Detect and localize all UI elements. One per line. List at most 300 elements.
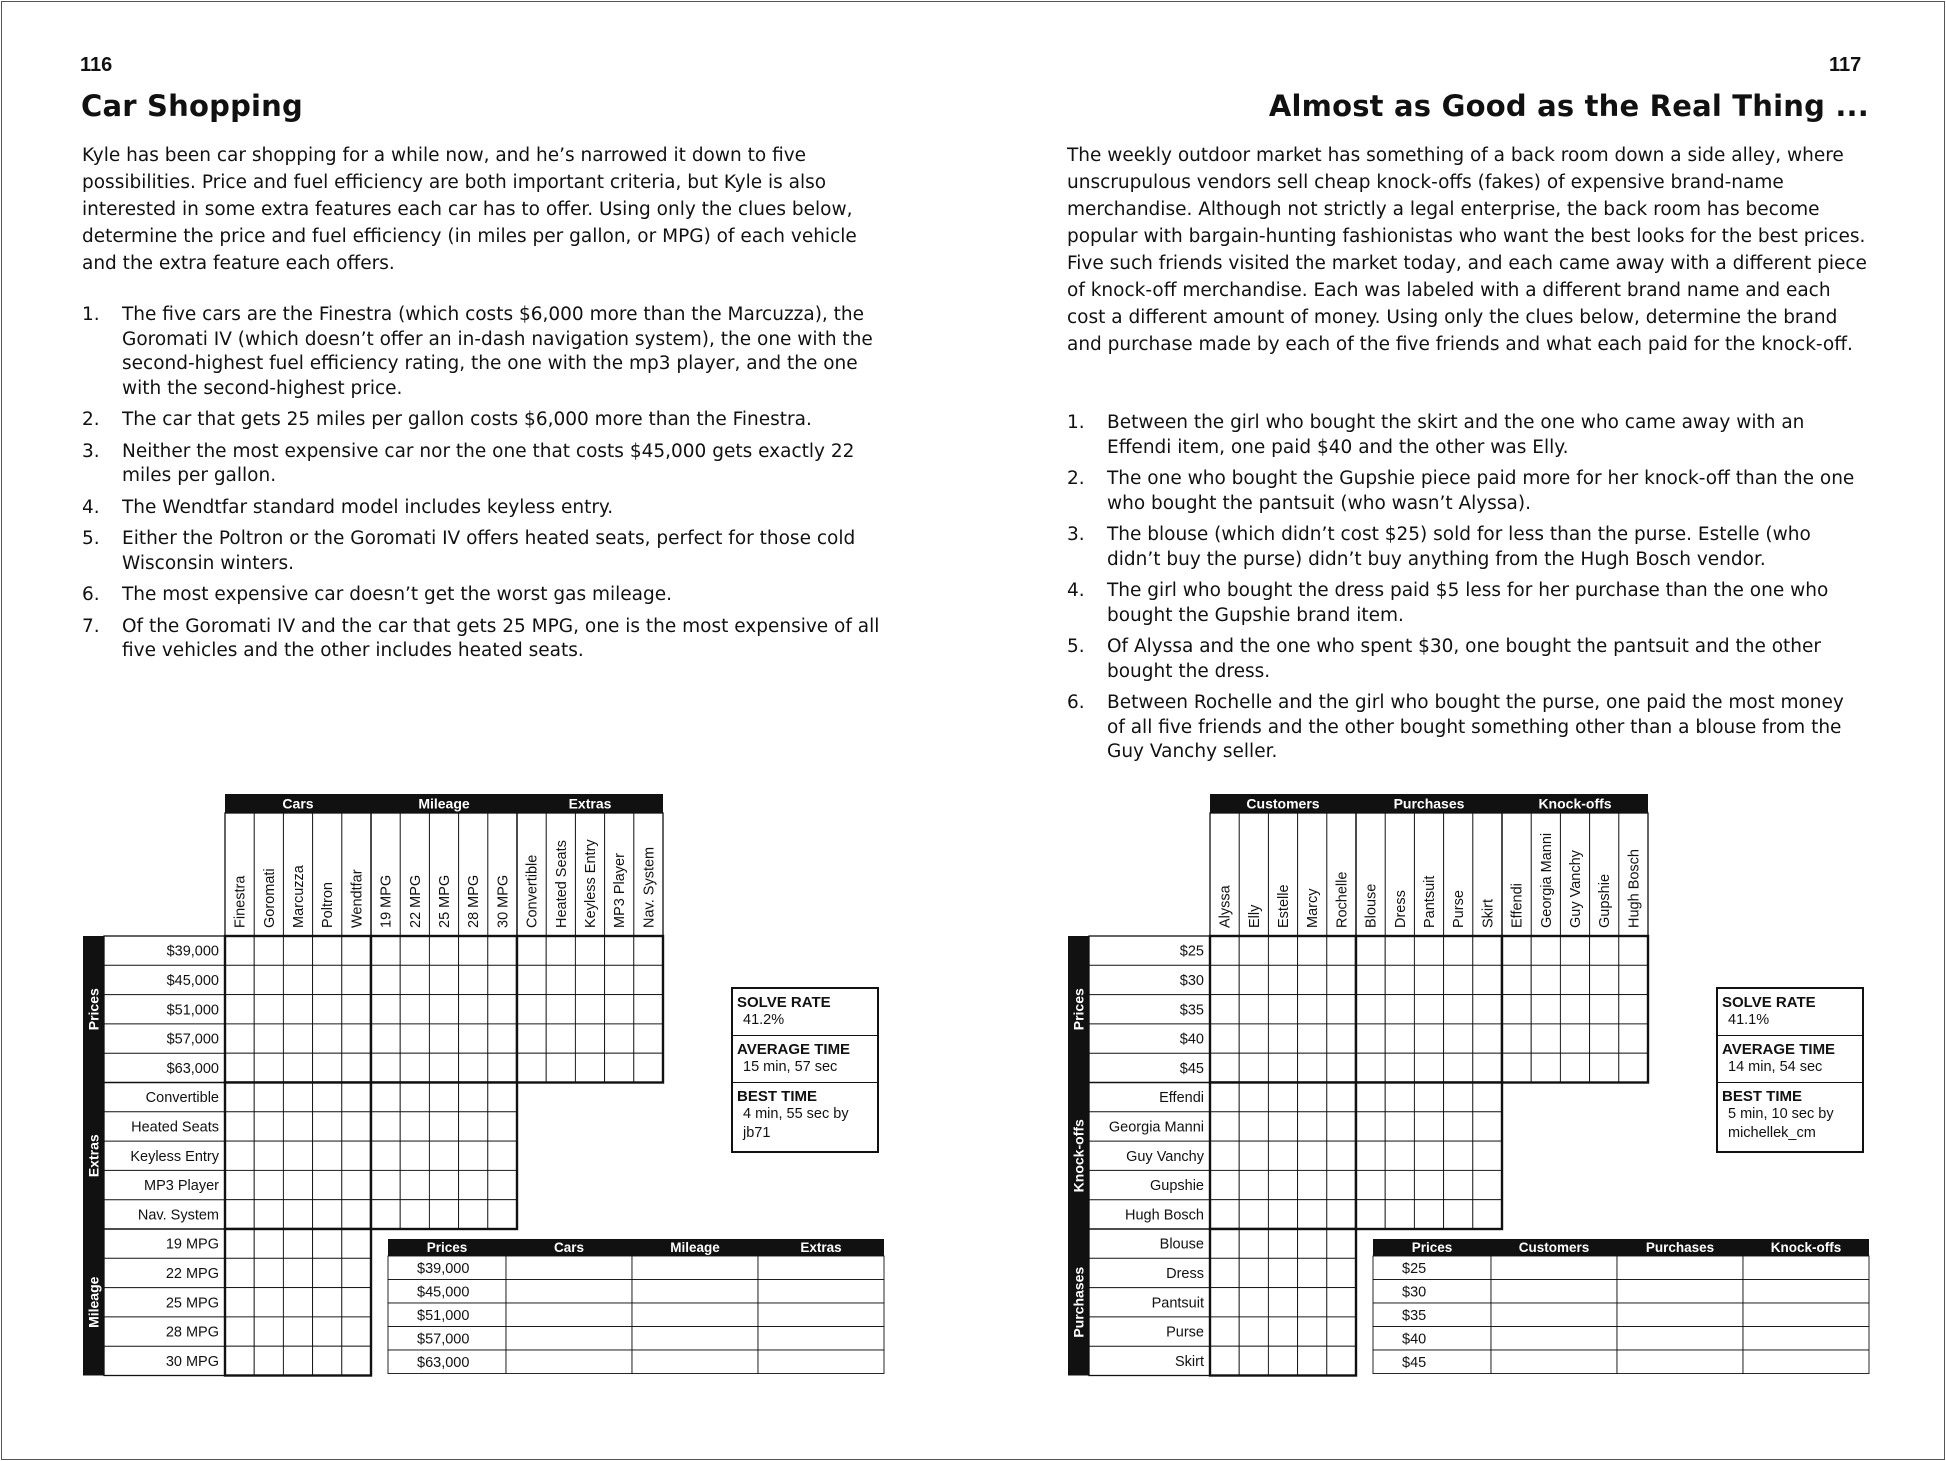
grid-cell[interactable]: [605, 1024, 634, 1053]
grid-cell[interactable]: [313, 1317, 342, 1346]
grid-cell[interactable]: [1239, 1229, 1268, 1258]
grid-cell[interactable]: [313, 965, 342, 994]
grid-cell[interactable]: [1239, 1317, 1268, 1346]
grid-cell[interactable]: [459, 965, 488, 994]
grid-cell[interactable]: [1268, 1170, 1297, 1199]
grid-cell[interactable]: [371, 936, 400, 965]
grid-cell[interactable]: [575, 1024, 604, 1053]
grid-cell[interactable]: [506, 1350, 632, 1374]
grid-cell[interactable]: [488, 1141, 517, 1170]
grid-cell[interactable]: [1414, 965, 1443, 994]
grid-cell[interactable]: [459, 936, 488, 965]
grid-cell[interactable]: [1356, 995, 1385, 1024]
grid-cell[interactable]: [634, 995, 663, 1024]
grid-cell[interactable]: [546, 936, 575, 965]
grid-cell[interactable]: [1356, 1053, 1385, 1082]
grid-cell[interactable]: [342, 1024, 371, 1053]
grid-cell[interactable]: [575, 995, 604, 1024]
grid-cell[interactable]: [1502, 965, 1531, 994]
grid-cell[interactable]: [488, 1053, 517, 1082]
grid-cell[interactable]: [429, 1170, 458, 1199]
grid-cell[interactable]: [1268, 1024, 1297, 1053]
grid-cell[interactable]: [225, 1170, 254, 1199]
grid-cell[interactable]: [1385, 1141, 1414, 1170]
grid-cell[interactable]: [1268, 1200, 1297, 1229]
grid-cell[interactable]: [254, 1288, 283, 1317]
grid-cell[interactable]: [459, 1112, 488, 1141]
grid-cell[interactable]: [1531, 1053, 1560, 1082]
grid-cell[interactable]: [546, 965, 575, 994]
grid-cell[interactable]: [1327, 936, 1356, 965]
grid-cell[interactable]: [1414, 1170, 1443, 1199]
grid-cell[interactable]: [1210, 1141, 1239, 1170]
grid-cell[interactable]: [488, 1170, 517, 1199]
grid-cell[interactable]: [605, 995, 634, 1024]
grid-cell[interactable]: [1444, 936, 1473, 965]
grid-cell[interactable]: [1210, 936, 1239, 965]
grid-cell[interactable]: [400, 1170, 429, 1199]
grid-cell[interactable]: [1385, 936, 1414, 965]
grid-cell[interactable]: [1491, 1280, 1617, 1304]
grid-cell[interactable]: [1239, 1346, 1268, 1375]
grid-cell[interactable]: [1560, 995, 1589, 1024]
grid-cell[interactable]: [1268, 1229, 1297, 1258]
grid-cell[interactable]: [225, 965, 254, 994]
grid-cell[interactable]: [371, 965, 400, 994]
grid-cell[interactable]: [225, 1083, 254, 1112]
grid-cell[interactable]: [1327, 1229, 1356, 1258]
grid-cell[interactable]: [1617, 1327, 1743, 1351]
grid-cell[interactable]: [1743, 1280, 1869, 1304]
grid-cell[interactable]: [1491, 1256, 1617, 1280]
grid-cell[interactable]: [1268, 1317, 1297, 1346]
grid-cell[interactable]: [1327, 965, 1356, 994]
grid-cell[interactable]: [634, 1053, 663, 1082]
grid-cell[interactable]: [605, 1053, 634, 1082]
grid-cell[interactable]: [1444, 1200, 1473, 1229]
grid-cell[interactable]: [517, 1053, 546, 1082]
grid-cell[interactable]: [1560, 965, 1589, 994]
grid-cell[interactable]: [1502, 995, 1531, 1024]
grid-cell[interactable]: [1385, 995, 1414, 1024]
grid-cell[interactable]: [1298, 1200, 1327, 1229]
grid-cell[interactable]: [1473, 1200, 1502, 1229]
grid-cell[interactable]: [342, 1258, 371, 1287]
grid-cell[interactable]: [429, 1053, 458, 1082]
grid-cell[interactable]: [342, 1288, 371, 1317]
grid-cell[interactable]: [283, 1141, 312, 1170]
grid-cell[interactable]: [1210, 1024, 1239, 1053]
grid-cell[interactable]: [283, 1200, 312, 1229]
grid-cell[interactable]: [1298, 1346, 1327, 1375]
grid-cell[interactable]: [1743, 1327, 1869, 1351]
grid-cell[interactable]: [1491, 1303, 1617, 1327]
grid-cell[interactable]: [1619, 936, 1648, 965]
grid-cell[interactable]: [313, 1288, 342, 1317]
grid-cell[interactable]: [371, 1083, 400, 1112]
grid-cell[interactable]: [1473, 1053, 1502, 1082]
grid-cell[interactable]: [1210, 1053, 1239, 1082]
grid-cell[interactable]: [1502, 1053, 1531, 1082]
grid-cell[interactable]: [459, 1053, 488, 1082]
grid-cell[interactable]: [1268, 1288, 1297, 1317]
grid-cell[interactable]: [429, 1024, 458, 1053]
grid-cell[interactable]: [1502, 1024, 1531, 1053]
grid-cell[interactable]: [254, 1170, 283, 1199]
grid-cell[interactable]: [1298, 1170, 1327, 1199]
grid-cell[interactable]: [1444, 995, 1473, 1024]
grid-cell[interactable]: [225, 1112, 254, 1141]
grid-cell[interactable]: [1385, 1024, 1414, 1053]
grid-cell[interactable]: [342, 1170, 371, 1199]
grid-cell[interactable]: [1617, 1350, 1743, 1374]
grid-cell[interactable]: [400, 965, 429, 994]
grid-cell[interactable]: [1268, 1083, 1297, 1112]
grid-cell[interactable]: [1327, 1024, 1356, 1053]
grid-cell[interactable]: [1239, 1083, 1268, 1112]
grid-cell[interactable]: [1531, 936, 1560, 965]
grid-cell[interactable]: [400, 1024, 429, 1053]
grid-cell[interactable]: [1590, 1024, 1619, 1053]
grid-cell[interactable]: [283, 936, 312, 965]
grid-cell[interactable]: [517, 965, 546, 994]
grid-cell[interactable]: [313, 936, 342, 965]
grid-cell[interactable]: [225, 995, 254, 1024]
grid-cell[interactable]: [313, 1229, 342, 1258]
grid-cell[interactable]: [1444, 1024, 1473, 1053]
grid-cell[interactable]: [283, 1258, 312, 1287]
grid-cell[interactable]: [225, 1229, 254, 1258]
grid-cell[interactable]: [1268, 995, 1297, 1024]
grid-cell[interactable]: [1210, 965, 1239, 994]
grid-cell[interactable]: [459, 1141, 488, 1170]
grid-cell[interactable]: [1327, 1317, 1356, 1346]
grid-cell[interactable]: [1491, 1350, 1617, 1374]
grid-cell[interactable]: [1239, 1170, 1268, 1199]
grid-cell[interactable]: [1268, 1258, 1297, 1287]
grid-cell[interactable]: [225, 1024, 254, 1053]
grid-cell[interactable]: [1268, 1346, 1297, 1375]
grid-cell[interactable]: [517, 936, 546, 965]
grid-cell[interactable]: [1560, 1024, 1589, 1053]
grid-cell[interactable]: [313, 1170, 342, 1199]
grid-cell[interactable]: [371, 995, 400, 1024]
grid-cell[interactable]: [1356, 1170, 1385, 1199]
grid-cell[interactable]: [758, 1327, 884, 1351]
grid-cell[interactable]: [1491, 1327, 1617, 1351]
grid-cell[interactable]: [254, 1317, 283, 1346]
grid-cell[interactable]: [1239, 965, 1268, 994]
grid-cell[interactable]: [342, 1317, 371, 1346]
grid-cell[interactable]: [225, 1053, 254, 1082]
grid-cell[interactable]: [1473, 1083, 1502, 1112]
grid-cell[interactable]: [1327, 995, 1356, 1024]
grid-cell[interactable]: [254, 1346, 283, 1375]
grid-cell[interactable]: [1210, 1346, 1239, 1375]
grid-cell[interactable]: [400, 995, 429, 1024]
grid-cell[interactable]: [225, 1317, 254, 1346]
grid-cell[interactable]: [1298, 1112, 1327, 1141]
grid-cell[interactable]: [1617, 1280, 1743, 1304]
grid-cell[interactable]: [488, 995, 517, 1024]
grid-cell[interactable]: [1239, 1200, 1268, 1229]
grid-cell[interactable]: [400, 1083, 429, 1112]
grid-cell[interactable]: [1619, 965, 1648, 994]
grid-cell[interactable]: [1356, 1200, 1385, 1229]
grid-cell[interactable]: [254, 1053, 283, 1082]
grid-cell[interactable]: [254, 995, 283, 1024]
grid-cell[interactable]: [1210, 995, 1239, 1024]
grid-cell[interactable]: [342, 995, 371, 1024]
grid-cell[interactable]: [1473, 1141, 1502, 1170]
grid-cell[interactable]: [400, 1112, 429, 1141]
grid-cell[interactable]: [488, 965, 517, 994]
grid-cell[interactable]: [225, 1288, 254, 1317]
grid-cell[interactable]: [254, 936, 283, 965]
grid-cell[interactable]: [1298, 995, 1327, 1024]
grid-cell[interactable]: [1327, 1141, 1356, 1170]
grid-cell[interactable]: [283, 1112, 312, 1141]
grid-cell[interactable]: [371, 1170, 400, 1199]
grid-cell[interactable]: [1327, 1346, 1356, 1375]
grid-cell[interactable]: [313, 1053, 342, 1082]
grid-cell[interactable]: [634, 1024, 663, 1053]
grid-cell[interactable]: [1590, 965, 1619, 994]
grid-cell[interactable]: [517, 1024, 546, 1053]
grid-cell[interactable]: [1385, 1053, 1414, 1082]
grid-cell[interactable]: [1444, 965, 1473, 994]
grid-cell[interactable]: [1210, 1170, 1239, 1199]
grid-cell[interactable]: [283, 1170, 312, 1199]
grid-cell[interactable]: [1617, 1256, 1743, 1280]
grid-cell[interactable]: [1531, 965, 1560, 994]
grid-cell[interactable]: [758, 1303, 884, 1327]
grid-cell[interactable]: [1239, 936, 1268, 965]
grid-cell[interactable]: [1619, 995, 1648, 1024]
grid-cell[interactable]: [283, 1083, 312, 1112]
grid-cell[interactable]: [1502, 936, 1531, 965]
grid-cell[interactable]: [1590, 1053, 1619, 1082]
grid-cell[interactable]: [342, 1053, 371, 1082]
grid-cell[interactable]: [1743, 1350, 1869, 1374]
grid-cell[interactable]: [506, 1303, 632, 1327]
grid-cell[interactable]: [1298, 1317, 1327, 1346]
grid-cell[interactable]: [1444, 1112, 1473, 1141]
grid-cell[interactable]: [429, 1083, 458, 1112]
grid-cell[interactable]: [488, 1083, 517, 1112]
grid-cell[interactable]: [459, 1024, 488, 1053]
grid-cell[interactable]: [1356, 1083, 1385, 1112]
grid-cell[interactable]: [313, 1024, 342, 1053]
grid-cell[interactable]: [1590, 995, 1619, 1024]
grid-cell[interactable]: [371, 1112, 400, 1141]
grid-cell[interactable]: [313, 1346, 342, 1375]
grid-cell[interactable]: [1210, 1200, 1239, 1229]
grid-cell[interactable]: [429, 965, 458, 994]
grid-cell[interactable]: [1414, 936, 1443, 965]
grid-cell[interactable]: [1239, 1258, 1268, 1287]
grid-cell[interactable]: [1414, 1112, 1443, 1141]
grid-cell[interactable]: [283, 1053, 312, 1082]
grid-cell[interactable]: [400, 936, 429, 965]
grid-cell[interactable]: [575, 1053, 604, 1082]
grid-cell[interactable]: [342, 1229, 371, 1258]
grid-cell[interactable]: [1590, 936, 1619, 965]
grid-cell[interactable]: [342, 1112, 371, 1141]
grid-cell[interactable]: [283, 1317, 312, 1346]
grid-cell[interactable]: [1414, 1200, 1443, 1229]
grid-cell[interactable]: [313, 1083, 342, 1112]
grid-cell[interactable]: [1239, 1053, 1268, 1082]
grid-cell[interactable]: [225, 1200, 254, 1229]
grid-cell[interactable]: [342, 965, 371, 994]
grid-cell[interactable]: [517, 995, 546, 1024]
grid-cell[interactable]: [459, 995, 488, 1024]
grid-cell[interactable]: [371, 1141, 400, 1170]
grid-cell[interactable]: [254, 1141, 283, 1170]
grid-cell[interactable]: [1414, 1083, 1443, 1112]
grid-cell[interactable]: [1210, 1112, 1239, 1141]
grid-cell[interactable]: [632, 1280, 758, 1304]
grid-cell[interactable]: [400, 1200, 429, 1229]
grid-cell[interactable]: [254, 1229, 283, 1258]
grid-cell[interactable]: [254, 1200, 283, 1229]
grid-cell[interactable]: [1444, 1053, 1473, 1082]
grid-cell[interactable]: [1210, 1288, 1239, 1317]
grid-cell[interactable]: [1210, 1258, 1239, 1287]
grid-cell[interactable]: [400, 1053, 429, 1082]
grid-cell[interactable]: [400, 1141, 429, 1170]
grid-cell[interactable]: [758, 1280, 884, 1304]
grid-cell[interactable]: [1743, 1303, 1869, 1327]
grid-cell[interactable]: [1531, 1024, 1560, 1053]
grid-cell[interactable]: [342, 1200, 371, 1229]
grid-cell[interactable]: [1327, 1053, 1356, 1082]
grid-cell[interactable]: [1298, 965, 1327, 994]
grid-cell[interactable]: [342, 936, 371, 965]
grid-cell[interactable]: [1298, 1083, 1327, 1112]
grid-cell[interactable]: [632, 1256, 758, 1280]
grid-cell[interactable]: [1327, 1258, 1356, 1287]
grid-cell[interactable]: [313, 1141, 342, 1170]
grid-cell[interactable]: [1356, 965, 1385, 994]
grid-cell[interactable]: [1268, 965, 1297, 994]
grid-cell[interactable]: [1617, 1303, 1743, 1327]
grid-cell[interactable]: [1619, 1053, 1648, 1082]
grid-cell[interactable]: [459, 1200, 488, 1229]
grid-cell[interactable]: [1327, 1288, 1356, 1317]
grid-cell[interactable]: [225, 936, 254, 965]
grid-cell[interactable]: [1414, 995, 1443, 1024]
grid-cell[interactable]: [429, 1141, 458, 1170]
grid-cell[interactable]: [1298, 1141, 1327, 1170]
grid-cell[interactable]: [1239, 995, 1268, 1024]
grid-cell[interactable]: [1385, 1083, 1414, 1112]
grid-cell[interactable]: [1444, 1141, 1473, 1170]
grid-cell[interactable]: [632, 1303, 758, 1327]
grid-cell[interactable]: [459, 1170, 488, 1199]
grid-cell[interactable]: [758, 1350, 884, 1374]
grid-cell[interactable]: [632, 1327, 758, 1351]
grid-cell[interactable]: [313, 995, 342, 1024]
grid-cell[interactable]: [371, 1024, 400, 1053]
grid-cell[interactable]: [342, 1083, 371, 1112]
grid-cell[interactable]: [225, 1141, 254, 1170]
grid-cell[interactable]: [1473, 1112, 1502, 1141]
grid-cell[interactable]: [283, 1288, 312, 1317]
grid-cell[interactable]: [488, 1200, 517, 1229]
grid-cell[interactable]: [1327, 1170, 1356, 1199]
grid-cell[interactable]: [1327, 1083, 1356, 1112]
grid-cell[interactable]: [1239, 1288, 1268, 1317]
grid-cell[interactable]: [1356, 936, 1385, 965]
grid-cell[interactable]: [1239, 1024, 1268, 1053]
grid-cell[interactable]: [283, 1024, 312, 1053]
grid-cell[interactable]: [283, 965, 312, 994]
grid-cell[interactable]: [1444, 1170, 1473, 1199]
grid-cell[interactable]: [634, 936, 663, 965]
grid-cell[interactable]: [254, 1112, 283, 1141]
grid-cell[interactable]: [1385, 1200, 1414, 1229]
grid-cell[interactable]: [429, 1112, 458, 1141]
grid-cell[interactable]: [429, 936, 458, 965]
grid-cell[interactable]: [1473, 965, 1502, 994]
grid-cell[interactable]: [342, 1141, 371, 1170]
grid-cell[interactable]: [1356, 1141, 1385, 1170]
grid-cell[interactable]: [1210, 1317, 1239, 1346]
grid-cell[interactable]: [488, 1112, 517, 1141]
grid-cell[interactable]: [1356, 1024, 1385, 1053]
grid-cell[interactable]: [1298, 1288, 1327, 1317]
grid-cell[interactable]: [605, 965, 634, 994]
grid-cell[interactable]: [1298, 1229, 1327, 1258]
grid-cell[interactable]: [546, 1053, 575, 1082]
grid-cell[interactable]: [1298, 936, 1327, 965]
grid-cell[interactable]: [1268, 1112, 1297, 1141]
grid-cell[interactable]: [1268, 1141, 1297, 1170]
grid-cell[interactable]: [1327, 1200, 1356, 1229]
grid-cell[interactable]: [283, 995, 312, 1024]
grid-cell[interactable]: [1743, 1256, 1869, 1280]
grid-cell[interactable]: [1473, 1170, 1502, 1199]
grid-cell[interactable]: [371, 1200, 400, 1229]
grid-cell[interactable]: [488, 936, 517, 965]
grid-cell[interactable]: [225, 1258, 254, 1287]
grid-cell[interactable]: [371, 1053, 400, 1082]
grid-cell[interactable]: [1473, 936, 1502, 965]
grid-cell[interactable]: [1268, 936, 1297, 965]
grid-cell[interactable]: [1414, 1053, 1443, 1082]
grid-cell[interactable]: [575, 936, 604, 965]
grid-cell[interactable]: [254, 1258, 283, 1287]
grid-cell[interactable]: [1210, 1229, 1239, 1258]
grid-cell[interactable]: [1385, 965, 1414, 994]
grid-cell[interactable]: [254, 965, 283, 994]
grid-cell[interactable]: [1473, 1024, 1502, 1053]
grid-cell[interactable]: [506, 1280, 632, 1304]
grid-cell[interactable]: [1268, 1053, 1297, 1082]
grid-cell[interactable]: [758, 1256, 884, 1280]
grid-cell[interactable]: [254, 1024, 283, 1053]
grid-cell[interactable]: [546, 1024, 575, 1053]
grid-cell[interactable]: [1385, 1112, 1414, 1141]
grid-cell[interactable]: [429, 995, 458, 1024]
grid-cell[interactable]: [1444, 1083, 1473, 1112]
grid-cell[interactable]: [283, 1346, 312, 1375]
grid-cell[interactable]: [1298, 1053, 1327, 1082]
grid-cell[interactable]: [254, 1083, 283, 1112]
grid-cell[interactable]: [506, 1256, 632, 1280]
